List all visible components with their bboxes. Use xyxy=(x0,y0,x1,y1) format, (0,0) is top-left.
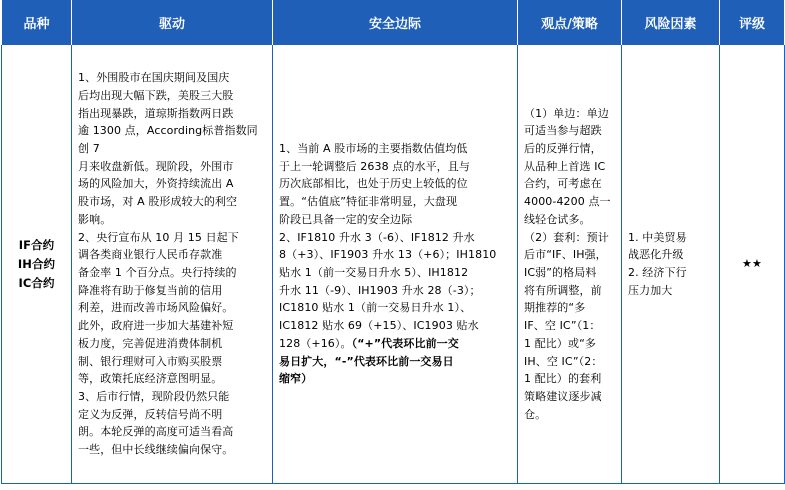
view-line: 后市“IF、IH强， xyxy=(524,248,607,262)
view-line: 1 配比）或“多 xyxy=(524,336,596,350)
safety-line: 升水 11（-9）、IH1903 升水 28（-3）； xyxy=(279,283,481,297)
safety-line: 于上一轮调整后 2638 点的水平，且与 xyxy=(279,159,470,173)
safety-line-with-note xyxy=(279,335,511,353)
risk-line: 战恶化升级 xyxy=(628,248,684,262)
view-line: 可适当参与超跌 xyxy=(524,124,602,138)
view-line: 从品种上首选 IC xyxy=(524,159,606,173)
view-line: 后的反弹行情， xyxy=(524,142,602,156)
view-line: （2）套利：预计 xyxy=(524,230,609,244)
driver-line: 定义为反弹，反转信号尚不明 xyxy=(78,407,223,421)
safety-line: 贴水 1（前一交易日升水 5）、IH1812 xyxy=(279,266,469,279)
header-view-strategy: 观点/策略 xyxy=(518,0,622,45)
risk-factors-cell xyxy=(622,45,720,484)
view-line: IF、空 IC”（1： xyxy=(524,319,601,333)
view-line: 合约，可考虑在 xyxy=(524,177,602,191)
product-line: IF合约 xyxy=(18,237,55,252)
product-cell xyxy=(2,45,72,484)
driver-line: 2、央行宣布从 10 月 15 日起下 xyxy=(78,230,239,244)
safety-line: 阶段已具备一定的安全边际 xyxy=(279,212,413,226)
driver-line: 股市场，对 A 股形成较大的利空 xyxy=(78,195,238,209)
risk-line: 1. 中美贸易 xyxy=(628,230,687,244)
driver-line: 制、银行理财可入市购买股票 xyxy=(78,354,223,368)
view-line: IC弱”的格局料 xyxy=(524,266,597,279)
driver-line: 逾 1300 点，According标普指数同创 7 xyxy=(78,124,258,156)
view-line: 4000-4200 点一 xyxy=(524,195,611,209)
safety-line: 2、IF1810 升水 3（-6）、IF1812 升水 xyxy=(279,230,475,244)
product-line: IH合约 xyxy=(17,256,56,271)
rating-stars: ★★ xyxy=(742,257,762,271)
safety-line: IC1812 贴水 69（+15）、IC1903 贴水 xyxy=(279,319,479,333)
safety-line: 128（+16）。 xyxy=(279,336,352,350)
table-row xyxy=(2,45,785,484)
driver-line: 1、外围股市在国庆期间及国庆 xyxy=(78,71,230,85)
safety-line: 历次底部相比，也处于历史上较低的位 xyxy=(279,177,468,191)
driver-line: 影响。 xyxy=(78,212,112,226)
safety-line: IC1810 贴水 1（前一交易日升水 1）、 xyxy=(279,301,472,315)
risk-line: 2. 经济下行 xyxy=(628,266,687,279)
risk-line: 压力加大 xyxy=(628,283,673,297)
view-line: 线轻仓试多。 xyxy=(524,212,591,226)
driver-line: 板力度，完善促进消费体制机 xyxy=(78,336,223,350)
view-strategy-cell xyxy=(518,45,622,484)
driver-line: 降准将有助于修复当前的信用 xyxy=(78,283,223,297)
view-line: 仓。 xyxy=(524,407,547,421)
header-risk-factors: 风险因素 xyxy=(622,0,720,45)
driver-line: 等，政策托底经济意图明显。 xyxy=(78,372,223,386)
driver-line: 此外，政府进一步加大基建补短 xyxy=(78,319,234,333)
header-driver: 驱动 xyxy=(72,0,273,45)
rating-cell xyxy=(720,45,785,484)
safety-note: 缩窄） xyxy=(279,372,313,386)
driver-line: 月来收盘新低。现阶段，外围市 xyxy=(78,159,234,173)
safety-line: 置。“估值底”特征非常明显，大盘现 xyxy=(279,195,458,209)
driver-line: 一些，但中长线继续偏向保守。 xyxy=(78,443,234,457)
safety-line: 1、当前 A 股市场的主要指数估值均低 xyxy=(279,142,468,156)
driver-line: 3、后市行情，现阶段仍然只能 xyxy=(78,389,230,403)
safety-note: （“+”代表环比前一交 xyxy=(351,336,459,350)
view-line: IH、空 IC”（2： xyxy=(524,354,603,368)
driver-line: 利差，进而改善市场风险偏好。 xyxy=(78,301,234,315)
view-line: 期推荐的“多 xyxy=(524,301,586,315)
view-line: 将有所调整，前 xyxy=(524,283,602,297)
header-row xyxy=(2,0,785,45)
header-rating: 评级 xyxy=(720,0,785,45)
driver-line: 后均出现大幅下跌，美股三大股 xyxy=(78,88,234,102)
driver-cell xyxy=(72,45,273,484)
view-line: （1）单边：单边 xyxy=(524,106,609,120)
header-safety-margin: 安全边际 xyxy=(273,0,518,45)
driver-line: 指出现暴跌，道琼斯指数两日跌 xyxy=(78,106,234,120)
driver-line: 调各类商业银行人民币存款准 xyxy=(78,248,223,262)
driver-line: 备金率 1 个百分点。央行持续的 xyxy=(78,266,237,279)
safety-note: 易日扩大，“-”代表环比前一交易日 xyxy=(279,354,454,368)
driver-line: 朗。本轮反弹的高度可适当看高 xyxy=(78,425,234,439)
driver-line: 场的风险加大，外资持续流出 A xyxy=(78,177,234,191)
safety-line: 8（+3）、IF1903 升水 13（+6）；IH1810 xyxy=(279,248,497,262)
view-line: 1 配比）的套利 xyxy=(524,372,602,386)
strategy-table xyxy=(1,0,785,484)
safety-margin-cell xyxy=(273,45,518,484)
header-product: 品种 xyxy=(2,0,72,45)
view-line: 策略建议逐步减 xyxy=(524,389,602,403)
product-line: IC合约 xyxy=(18,275,55,290)
